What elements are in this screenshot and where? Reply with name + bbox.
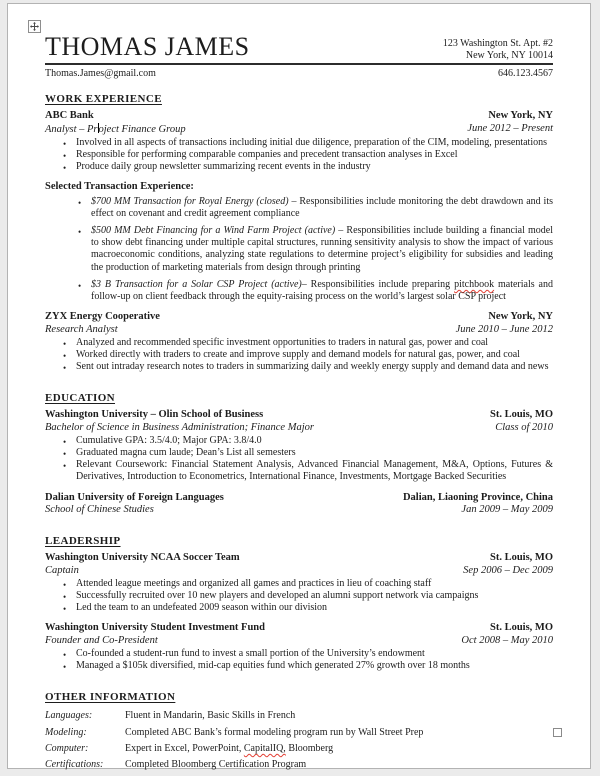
role-title	[45, 324, 118, 336]
section-other-information	[45, 691, 553, 774]
role-title	[45, 123, 186, 136]
section-title: OTHER INFORMATION	[45, 691, 176, 704]
section-title: WORK EXPERIENCE	[45, 93, 162, 105]
text-segment: Fluent in Mandarin, Basic Skills in French	[125, 710, 296, 722]
location-text: New York, NY	[488, 110, 553, 121]
email-text: Thomas.James@gmail.com	[45, 68, 156, 79]
resume-entry	[45, 552, 553, 614]
section-title: LEADERSHIP	[45, 535, 121, 548]
bullet-item	[63, 361, 553, 373]
text-segment: Worked directly with traders to create and improve supply and demand models for natural gas, power, and coal	[76, 348, 520, 360]
section-education	[45, 392, 553, 516]
organization-name: Washington University Student Investment Fund	[45, 622, 265, 634]
entry-header	[45, 110, 553, 123]
bullet-item	[63, 578, 553, 590]
address-block	[443, 38, 553, 61]
date-range: Jan 2009 – May 2009	[461, 504, 553, 516]
bullet-item	[63, 602, 553, 614]
text-segment: Completed Bloomberg Certification Program	[125, 759, 307, 771]
entry-subheader	[45, 635, 553, 647]
info-label: Certifications:	[45, 759, 104, 771]
text-segment: School of Chinese Studies	[45, 504, 154, 516]
bullet-item	[63, 648, 553, 660]
text-segment: Relevant Coursework: Financial Statement Analysis, Advanced Financial Management, M&A, Options, Futures & Derivatives, Introduction to Econometrics, International Finance, Investments, Mortgage Backed Securities	[76, 459, 553, 483]
info-value	[125, 757, 553, 773]
location-text: St. Louis, MO	[489, 622, 553, 634]
text-segment: Involved in all aspects of transactions including initial due diligence, preparation of the CIM, modeling, presentations	[76, 136, 547, 148]
text-segment: Research Analyst	[45, 323, 118, 335]
text-segment: Sent out intraday research notes to traders in summarizing daily and weekly energy supply and demand data and news	[76, 361, 549, 373]
text-segment: Captain	[45, 564, 79, 576]
text-segment: Analyzed and recommended specific investment opportunities to traders in natural gas, power and coal	[76, 336, 489, 348]
text-segment: oject Finance Group	[98, 123, 186, 135]
text-segment: $3 B Transaction for a Solar CSP Project (active)	[91, 278, 302, 290]
text-segment: Responsible for performing comparable companies and precedent transaction analyses in Excel	[76, 148, 458, 160]
contact-row	[45, 65, 553, 80]
bullet-list	[45, 578, 553, 615]
person-name: THOMAS JAMES	[45, 32, 250, 61]
role-title	[45, 422, 314, 434]
text-segment: Cumulative GPA: 3.5/4.0; Major GPA: 3.8/4.0	[76, 434, 262, 446]
text-segment: Produce daily group newsletter summarizing recent events in the industry	[76, 160, 371, 172]
document-page	[7, 3, 591, 769]
text-segment: Graduated magna cum laude; Dean’s List all semesters	[76, 447, 296, 459]
resume-entry	[45, 492, 553, 517]
phone-text: 646.123.4567	[498, 68, 553, 79]
bullet-item	[63, 459, 553, 483]
info-list	[45, 708, 553, 774]
resume-entry	[45, 409, 553, 483]
resume-entry	[45, 311, 553, 373]
bullet-list	[45, 337, 553, 374]
text-segment: Founder and Co-President	[45, 634, 158, 646]
info-row	[45, 757, 553, 773]
text-segment: Led the team to an undefeated 2009 season within our division	[76, 602, 328, 614]
text-segment: Attended league meetings and organized all games and practices in lieu of coaching staff	[76, 577, 432, 589]
date-range: Sep 2006 – Dec 2009	[463, 564, 553, 576]
date-range: Oct 2008 – May 2010	[461, 634, 553, 646]
bullet-item	[78, 196, 553, 220]
text-segment: Managed a $105k diversified, mid-cap equities fund which generated 27% growth over 18 months	[76, 659, 470, 671]
role-title	[45, 504, 154, 516]
text-segment: – Responsibilities include building a financial model to show debt financing under multiple capital structures, running sensitivity analysis to show the impact of various macroeconomic conditions, analyzing state regulations to determine project’s eligibility for subsidies and leading the production of marketing materials from design through printing	[91, 225, 553, 273]
text-segment: – Responsibilities include preparing	[301, 278, 455, 290]
role-title	[45, 565, 79, 577]
bullet-item	[63, 435, 553, 447]
info-label: Modeling:	[45, 726, 87, 738]
info-value	[125, 708, 553, 724]
bullet-item	[63, 349, 553, 361]
bullet-item	[63, 660, 553, 672]
resume-entry	[45, 622, 553, 672]
date-range: Class of 2010	[495, 421, 553, 433]
organization-name: ZYX Energy Cooperative	[45, 311, 160, 323]
bullet-list	[45, 648, 553, 672]
object-resize-handle[interactable]	[553, 728, 562, 737]
entry-header	[45, 181, 553, 194]
entry-subheader	[45, 422, 553, 434]
info-row	[45, 708, 553, 724]
entry-subheader	[45, 123, 553, 136]
text-segment: – Responsibilities include monitoring the debt drawdown and its effect on covenant and credit agreement compliance	[91, 195, 553, 219]
resume-body	[45, 93, 553, 774]
text-segment: $500 MM Debt Financing for a Wind Farm Project (active)	[91, 225, 336, 237]
text-segment: Bachelor of Science in Business Administration; Finance Major	[45, 421, 314, 433]
info-label: Computer:	[45, 742, 89, 754]
move-handle[interactable]	[28, 20, 41, 33]
section-title: EDUCATION	[45, 392, 116, 405]
organization-name: Selected Transaction Experience:	[45, 181, 194, 193]
bullet-list	[45, 137, 553, 174]
organization-name: Washington University – Olin School of Business	[45, 409, 264, 421]
text-segment: materials and follow-up on client feedback through the equity-raising process on the world’s largest solar CSP project	[91, 278, 553, 303]
text-segment: Bloomberg	[285, 742, 334, 754]
entry-header	[45, 311, 553, 324]
bullet-item	[78, 279, 553, 303]
organization-name: Dalian University of Foreign Languages	[45, 491, 224, 503]
text-segment: Completed ABC Bank’s formal modeling program run by Wall Street Prep	[125, 726, 424, 738]
info-row	[45, 741, 553, 757]
bullet-item	[63, 161, 553, 173]
date-range: June 2012 – Present	[467, 122, 553, 134]
bullet-item	[78, 225, 553, 274]
entry-subheader	[45, 565, 553, 577]
location-text: New York, NY	[488, 311, 553, 323]
location-text: St. Louis, MO	[489, 409, 553, 421]
entry-subheader	[45, 504, 553, 516]
organization-name: ABC Bank	[45, 110, 94, 121]
info-value	[125, 741, 553, 757]
entry-subheader	[45, 324, 553, 336]
role-title	[45, 635, 158, 647]
resume-entry	[45, 110, 553, 173]
bullet-item	[63, 149, 553, 161]
text-segment: Expert in Excel, PowerPoint,	[125, 742, 244, 754]
text-segment: $700 MM Transaction for Royal Energy (closed)	[91, 195, 289, 207]
four-way-arrow-icon	[30, 22, 39, 31]
misspelled-word: CapitalIQ,	[243, 742, 286, 754]
address-line-2: New York, NY 10014	[465, 49, 553, 61]
entry-header	[45, 552, 553, 565]
entry-header	[45, 409, 553, 422]
location-text: Dalian, Liaoning Province, China	[402, 491, 553, 503]
bullet-list	[45, 435, 553, 484]
resume-header	[45, 33, 553, 61]
entry-header	[45, 492, 553, 505]
info-label: Languages:	[45, 710, 93, 722]
section-leadership	[45, 535, 553, 672]
resume-entry	[45, 181, 553, 303]
entry-header	[45, 622, 553, 635]
bullet-item	[63, 137, 553, 149]
text-segment: Co-founded a student-run fund to invest a small portion of the University’s endowment	[76, 647, 425, 659]
date-range: June 2010 – June 2012	[455, 323, 553, 335]
organization-name: Washington University NCAA Soccer Team	[45, 552, 240, 564]
bullet-item	[63, 337, 553, 349]
text-segment: Successfully recruited over 10 new players and developed an alumni support network via campaigns	[76, 589, 479, 601]
address-line-1: 123 Washington St. Apt. #2	[442, 38, 553, 49]
section-work-experience	[45, 93, 553, 373]
bullet-list	[45, 196, 553, 304]
bullet-item	[63, 590, 553, 602]
bullet-item	[63, 447, 553, 459]
misspelled-word: pitchbook	[454, 278, 495, 290]
info-value	[125, 725, 553, 741]
location-text: St. Louis, MO	[489, 552, 553, 564]
info-row	[45, 725, 553, 741]
text-segment: Analyst – Pr	[45, 123, 98, 135]
